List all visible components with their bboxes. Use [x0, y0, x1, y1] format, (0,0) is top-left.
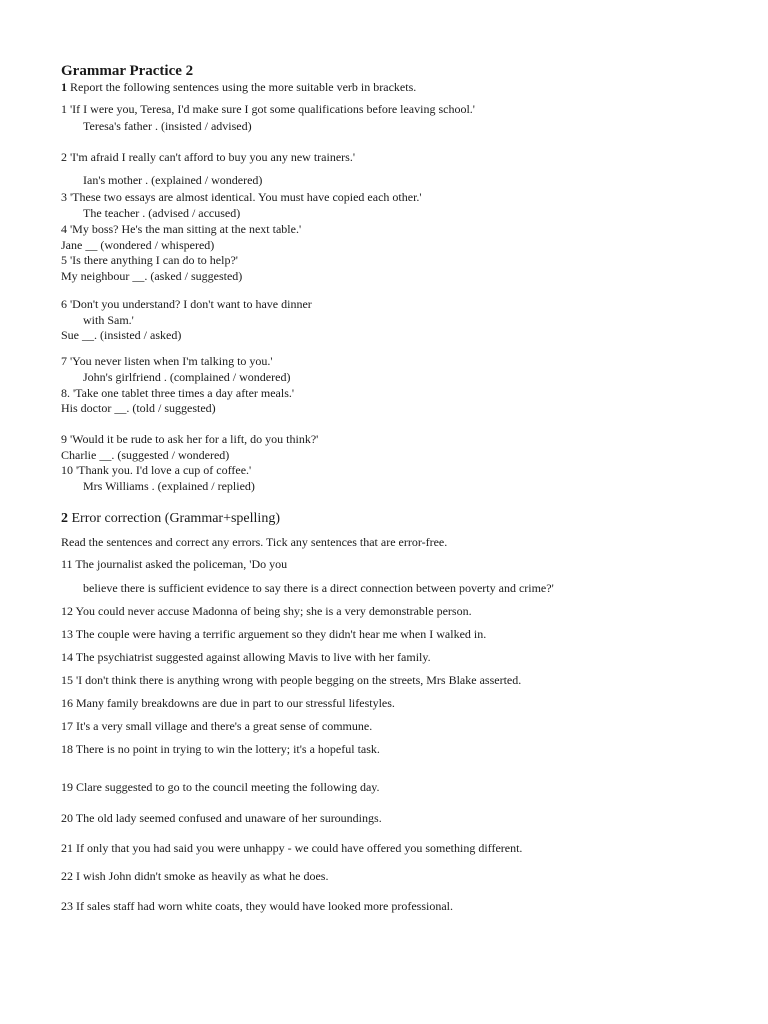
sentence-line: believe there is sufficient evidence to say there is a direct connection between poverty and crime?': [83, 581, 554, 595]
exercise-line: Charlie __. (suggested / wondered): [61, 448, 230, 462]
sentence-line: 23 If sales staff had worn white coats, they would have looked more professional.: [61, 899, 454, 913]
exercise-line: 4 'My boss? He's the man sitting at the next table.': [61, 222, 302, 236]
sentence-line: 14 The psychiatrist suggested against allowing Mavis to live with her family.: [61, 650, 431, 664]
section-1-instruction-text: Report the following sentences using the more suitable verb in brackets.: [70, 80, 417, 94]
sentence-line: 22 I wish John didn't smoke as heavily as what he does.: [61, 869, 329, 883]
section-2-heading: [61, 510, 280, 527]
exercise-line: Teresa's father . (insisted / advised): [83, 119, 252, 133]
sentence-line: 11 The journalist asked the policeman, 'Do you: [61, 557, 288, 571]
page-title: Grammar Practice 2: [61, 63, 194, 79]
exercise-line: 6 'Don't you understand? I don't want to have dinner: [61, 297, 312, 311]
section-2-instruction: Read the sentences and correct any errors. Tick any sentences that are error-free.: [61, 535, 448, 549]
exercise-line: 10 'Thank you. I'd love a cup of coffee.': [61, 463, 252, 477]
exercise-line: Jane __ (wondered / whispered): [61, 238, 215, 252]
section-1-instruction: [61, 80, 416, 94]
exercise-line: 7 'You never listen when I'm talking to you.': [61, 354, 273, 368]
sentence-line: 13 The couple were having a terrific arguement so they didn't hear me when I walked in.: [61, 627, 487, 641]
exercise-line: John's girlfriend . (complained / wondered): [83, 370, 291, 384]
sentence-line: 15 'I don't think there is anything wrong with people begging on the streets, Mrs Blake asserted.: [61, 673, 522, 687]
section-2-heading-text: Error correction (Grammar+spelling): [71, 511, 280, 526]
sentence-line: 20 The old lady seemed confused and unaware of her suroundings.: [61, 811, 382, 825]
exercise-line: 1 'If I were you, Teresa, I'd make sure I got some qualifications before leaving school.': [61, 102, 475, 116]
sentence-line: 12 You could never accuse Madonna of being shy; she is a very demonstrable person.: [61, 604, 472, 618]
sentence-line: 21 If only that you had said you were unhappy - we could have offered you something different.: [61, 841, 523, 855]
exercise-line: Sue __. (insisted / asked): [61, 328, 182, 342]
section-2-number: 2: [61, 511, 68, 526]
sentence-line: 17 It's a very small village and there's a great sense of commune.: [61, 719, 373, 733]
exercise-line: His doctor __. (told / suggested): [61, 401, 216, 415]
exercise-line: 3 'These two essays are almost identical. You must have copied each other.': [61, 190, 422, 204]
sentence-line: 19 Clare suggested to go to the council meeting the following day.: [61, 780, 380, 794]
exercise-line: Mrs Williams . (explained / replied): [83, 479, 255, 493]
exercise-line: 8. 'Take one tablet three times a day after meals.': [61, 386, 295, 400]
exercise-line: The teacher . (advised / accused): [83, 206, 241, 220]
exercise-line: 9 'Would it be rude to ask her for a lift, do you think?': [61, 432, 319, 446]
exercise-line: Ian's mother . (explained / wondered): [83, 173, 263, 187]
sentence-line: 16 Many family breakdowns are due in part to our stressful lifestyles.: [61, 696, 395, 710]
exercise-line: 5 'Is there anything I can do to help?': [61, 253, 238, 267]
exercise-line: 2 'I'm afraid I really can't afford to buy you any new trainers.': [61, 150, 355, 164]
section-1-number: 1: [61, 80, 67, 94]
exercise-line: with Sam.': [83, 313, 134, 327]
exercise-line: My neighbour __. (asked / suggested): [61, 269, 243, 283]
sentence-line: 18 There is no point in trying to win the lottery; it's a hopeful task.: [61, 742, 380, 756]
